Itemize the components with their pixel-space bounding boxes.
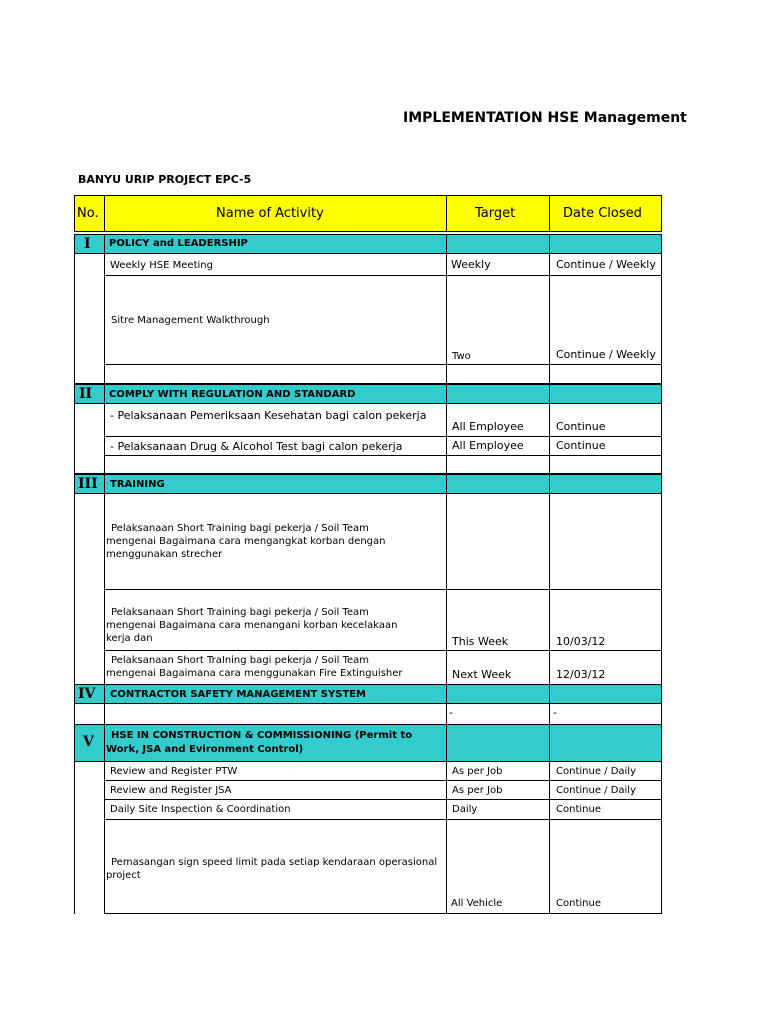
target-cell [446,819,550,914]
empty-cell [549,455,662,474]
date-cell [549,799,662,820]
target-text: - [449,706,453,719]
target-text: Daily [452,804,478,815]
date-text: Continue [556,898,601,909]
section-number-cell [74,724,105,762]
date-cell [549,403,662,437]
date-text: - [553,706,557,719]
target-text: Weekly [451,258,491,271]
section-date-cell [549,384,662,404]
target-cell [446,761,550,781]
empty-cell [549,364,662,384]
activity-text: Review and Register JSA [110,785,232,796]
empty-cell [104,455,447,474]
target-cell [446,799,550,820]
date-text: Continue / Weekly [556,348,656,361]
date-cell [549,589,662,651]
section-number-cell [74,684,105,704]
target-cell [446,253,550,276]
target-cell [446,650,550,685]
activity-text: - Pelaksanaan Pemeriksaan Kesehatan bagi calon pekerja [110,409,427,422]
date-text: Continue / Weekly [556,258,656,271]
target-cell [446,275,550,365]
date-text: 10/03/12 [556,635,606,648]
section-number: III [78,476,98,492]
date-text: 12/03/12 [556,668,606,681]
activity-text: Review and Register PTW [110,766,238,777]
row-number-cell [74,253,105,384]
target-cell [446,403,550,437]
date-text: Continue / Daily [556,766,636,777]
target-text: All Employee [452,439,524,452]
date-cell [549,703,662,725]
section-number: V [83,734,94,750]
target-cell [446,589,550,651]
section-target-cell [446,724,550,762]
target-text: Two [452,351,471,362]
date-cell [549,253,662,276]
header-no-cell [74,195,105,232]
empty-cell [446,364,550,384]
activity-cell [104,650,447,685]
activity-cell [104,275,447,365]
activity-cell [104,780,447,800]
activity-cell [104,253,447,276]
row-number-cell [74,761,105,914]
target-text: As per Job [452,766,503,777]
section-title: COMPLY WITH REGULATION AND STANDARD [109,389,356,400]
activity-cell [104,799,447,820]
header-date-closed: Date Closed [563,206,642,221]
section-title-cell [104,474,447,494]
activity-cell [104,403,447,437]
section-title: CONTRACTOR SAFETY MANAGEMENT SYSTEM [110,689,367,700]
empty-cell [104,364,447,384]
activity-cell [104,819,447,914]
section-title: HSE IN CONSTRUCTION & COMMISSIONING (Permit to Work, JSA and Evironment Control) [106,730,413,755]
header-activity-cell [104,195,447,232]
activity-text: Weekly HSE Meeting [110,260,213,271]
section-title: POLICY and LEADERSHIP [109,238,248,249]
activity-text: Pemasangan sign speed limit pada setiap kendaraan operasional project [106,857,438,881]
section-date-cell [549,724,662,762]
activity-text: Pelaksanaan Short Training bagi pekerja / Soil Team mengenai Bagaimana cara mengangkat korban dengan menggunakan strecher [106,523,386,560]
section-number: I [84,236,91,252]
page-title: IMPLEMENTATION HSE Management [403,110,687,126]
target-cell [446,703,550,725]
target-text: All Vehicle [451,898,503,909]
date-cell [549,780,662,800]
row-number-cell [74,703,105,725]
date-cell [549,436,662,456]
section-number-cell [74,474,105,494]
row-number-cell [74,493,105,685]
activity-cell [104,761,447,781]
activity-text: - Pelaksanaan Drug & Alcohol Test bagi calon pekerja [110,440,403,453]
activity-text: Pelaksanaan Short Training bagi pekerja / Soil Team mengenai Bagaimana cara menangani korban kecelakaan kerja dan [106,607,398,644]
target-text: All Employee [452,420,524,433]
row-number-cell [74,403,105,474]
section-title-cell [104,684,447,704]
activity-text: Daily Site Inspection & Coordination [110,804,291,815]
date-cell [549,819,662,914]
section-title: TRAINING [110,479,165,490]
header-no: No. [77,206,99,221]
target-text: As per Job [452,785,503,796]
date-cell [549,650,662,685]
section-date-cell [549,234,662,254]
header-target: Target [475,206,516,221]
date-text: Continue / Daily [556,785,636,796]
section-target-cell [446,384,550,404]
activity-cell [104,436,447,456]
activity-text: Sitre Management Walkthrough [111,315,270,326]
section-number: II [79,386,93,402]
activity-cell [104,589,447,651]
activity-text: Pelaksanaan Short TraIning bagi pekerja / Soil Team mengenai Bagaimana cara menggunakan Fire Extinguisher [106,655,403,679]
section-number: IV [78,686,96,702]
section-title-cell [104,234,447,254]
date-cell [549,493,662,590]
date-cell [549,275,662,365]
section-date-cell [549,474,662,494]
section-date-cell [549,684,662,704]
target-cell [446,493,550,590]
date-cell [549,761,662,781]
date-text: Continue [556,804,601,815]
section-number-cell [74,234,105,254]
section-title-cell [104,724,447,762]
section-target-cell [446,474,550,494]
activity-cell [104,703,447,725]
header-target-cell [446,195,550,232]
target-cell [446,436,550,456]
date-text: Continue [556,420,606,433]
date-text: Continue [556,439,606,452]
target-text: This Week [452,635,509,648]
project-name: BANYU URIP PROJECT EPC-5 [78,173,252,186]
header-date-cell [549,195,662,232]
section-number-cell [74,384,105,404]
empty-cell [446,455,550,474]
target-cell [446,780,550,800]
header-activity: Name of Activity [216,206,324,221]
activity-cell [104,493,447,590]
section-target-cell [446,684,550,704]
section-title-cell [104,384,447,404]
target-text: Next Week [452,668,512,681]
section-target-cell [446,234,550,254]
